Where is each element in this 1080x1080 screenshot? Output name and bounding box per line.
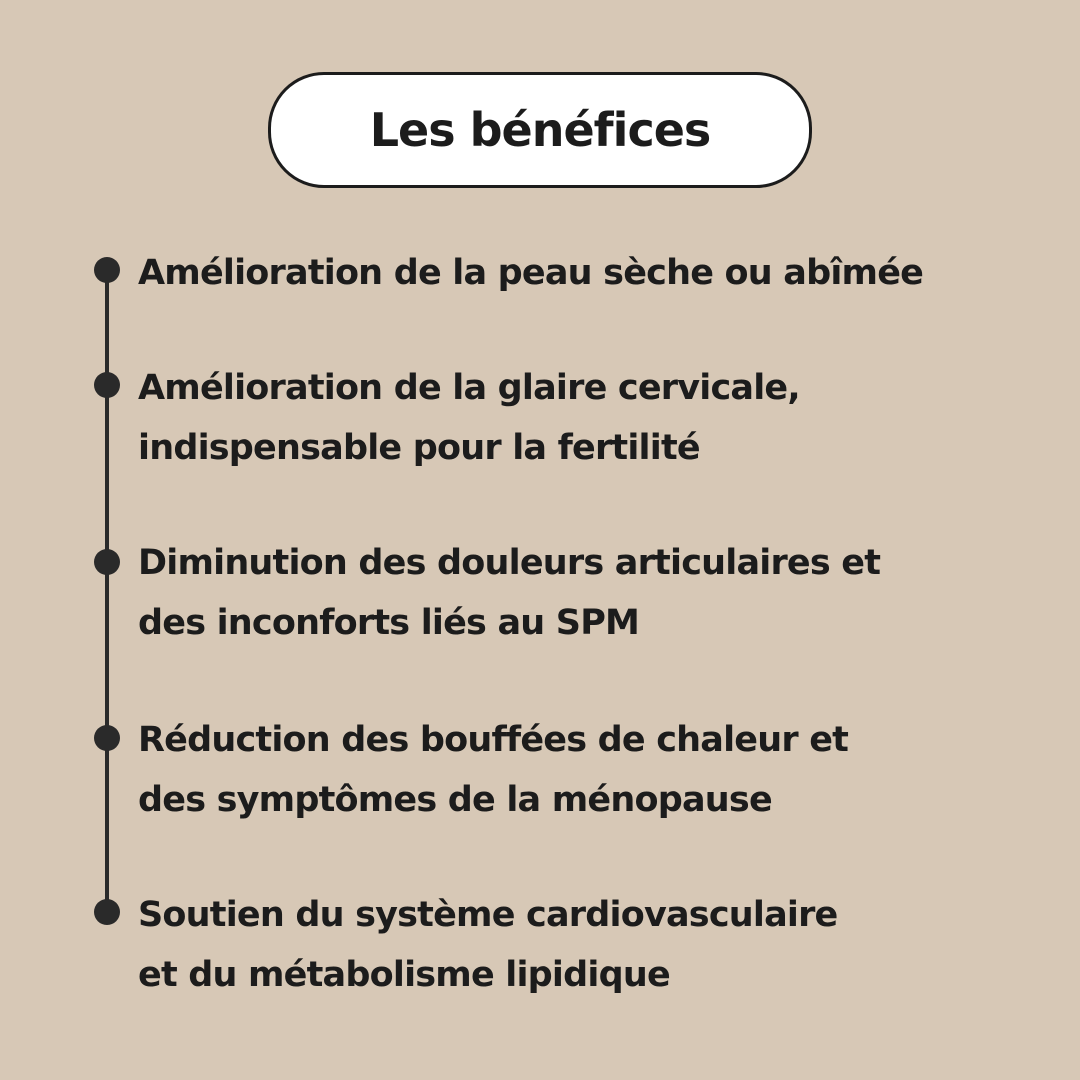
benefit-item (138, 885, 838, 1005)
benefit-item (138, 358, 800, 478)
timeline-dot-icon (94, 899, 120, 925)
timeline-dot-icon (94, 372, 120, 398)
timeline-dot-icon (94, 725, 120, 751)
benefit-item (138, 533, 880, 653)
timeline-line (105, 270, 109, 912)
benefit-text-line: Amélioration de la glaire cervicale, (138, 368, 800, 408)
benefit-text-line: Soutien du système cardiovasculaire (138, 895, 838, 935)
benefit-text-line: et du métabolisme lipidique (138, 955, 670, 995)
benefit-item (138, 243, 923, 303)
title-badge (268, 72, 812, 188)
page-title: Les bénéfices (369, 103, 711, 157)
benefit-text-line: des inconforts liés au SPM (138, 603, 640, 643)
timeline-dot-icon (94, 257, 120, 283)
benefit-item (138, 710, 848, 830)
benefit-text-line: indispensable pour la fertilité (138, 428, 700, 468)
timeline-dot-icon (94, 549, 120, 575)
benefit-text-line: Amélioration de la peau sèche ou abîmée (138, 253, 924, 293)
benefit-text-line: des symptômes de la ménopause (138, 780, 772, 820)
benefit-text-line: Diminution des douleurs articulaires et (138, 543, 881, 583)
benefit-text-line: Réduction des bouffées de chaleur et (138, 720, 849, 760)
